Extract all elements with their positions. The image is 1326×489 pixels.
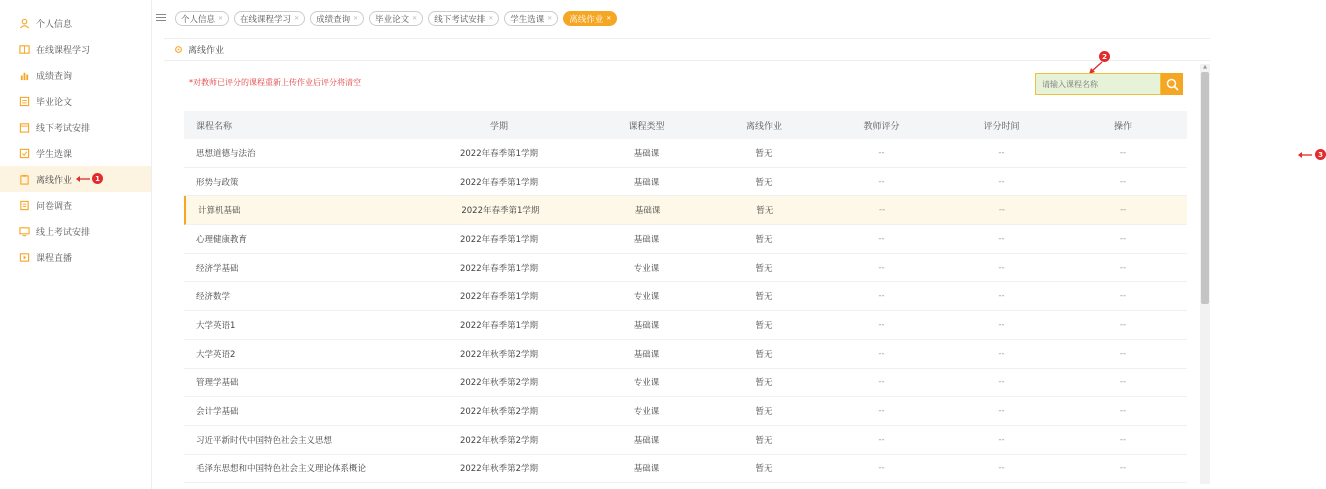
- offline-homework-cell: 暂无: [755, 263, 773, 274]
- column-header: 学期: [489, 121, 508, 132]
- table-row[interactable]: [184, 282, 1187, 311]
- action-cell[interactable]: --: [1120, 205, 1127, 216]
- score-time-cell: --: [998, 463, 1005, 474]
- course-name-cell: 习近平新时代中国特色社会主义思想: [196, 435, 333, 446]
- tab-label: 个人信息: [181, 14, 216, 25]
- course-name-cell: 管理学基础: [196, 378, 239, 389]
- table-row[interactable]: [184, 397, 1187, 426]
- arrow-left-icon: [1298, 151, 1312, 159]
- column-header: 评分时间: [983, 121, 1020, 132]
- action-cell[interactable]: --: [1119, 319, 1127, 330]
- course-name-cell: 经济学基础: [196, 263, 239, 274]
- table-row[interactable]: [184, 340, 1187, 369]
- user-icon: [18, 17, 30, 29]
- course-type-cell: 专业课: [633, 407, 660, 418]
- sidebar-item-label: 毕业论文: [36, 97, 73, 108]
- annotation-badge-2: 2: [1099, 51, 1110, 62]
- checklist-icon: [18, 147, 30, 159]
- table-row[interactable]: [184, 369, 1187, 398]
- book-icon: [18, 43, 30, 55]
- teacher-score-cell: --: [878, 176, 885, 187]
- annotation-badge-3: 3: [1315, 149, 1326, 160]
- clipboard-icon: [18, 173, 30, 185]
- offline-homework-cell: 暂无: [755, 464, 773, 475]
- tab-bar: [175, 11, 617, 26]
- scroll-up-icon[interactable]: ▲: [1203, 64, 1207, 70]
- course-type-cell: 基础课: [633, 464, 660, 475]
- tab-label: 毕业论文: [375, 14, 410, 25]
- table-header-row: [184, 111, 1187, 139]
- tab-label: 在线课程学习: [240, 14, 292, 25]
- score-time-cell: --: [998, 205, 1005, 216]
- sidebar-item-survey[interactable]: [0, 192, 151, 218]
- score-time-cell: --: [998, 176, 1005, 187]
- tab-label: 成绩查询: [316, 14, 351, 25]
- table-row[interactable]: [184, 254, 1187, 283]
- sidebar-item-label: 线上考试安排: [36, 227, 91, 238]
- score-time-cell: --: [998, 147, 1005, 158]
- teacher-score-cell: --: [878, 262, 885, 273]
- course-name-cell: 会计学基础: [196, 407, 239, 418]
- document-icon: [18, 95, 30, 107]
- score-time-cell: --: [998, 406, 1005, 417]
- course-name-cell: 思想道德与法治: [196, 148, 256, 159]
- course-name-cell: 计算机基础: [198, 206, 241, 217]
- teacher-score-cell: --: [878, 291, 885, 302]
- annotation-arrow-3: [1298, 149, 1326, 160]
- teacher-score-cell: --: [878, 406, 885, 417]
- teacher-score-cell: --: [878, 319, 885, 330]
- semester-cell: 2022年春季第1学期: [461, 206, 540, 217]
- table-row[interactable]: [184, 426, 1187, 455]
- table-row[interactable]: [184, 455, 1187, 484]
- action-cell[interactable]: --: [1119, 406, 1127, 417]
- column-header: 操作: [1113, 121, 1132, 132]
- teacher-score-cell: --: [878, 348, 885, 359]
- score-time-cell: --: [998, 262, 1005, 273]
- column-header: 离线作业: [745, 121, 782, 132]
- course-type-cell: 基础课: [633, 435, 660, 446]
- sidebar-item-label: 成绩查询: [36, 71, 73, 82]
- close-icon[interactable]: ✕: [606, 15, 612, 22]
- sidebar-item-online-exam[interactable]: [0, 218, 151, 244]
- close-icon[interactable]: ✕: [488, 15, 494, 22]
- semester-cell: 2022年秋季第2学期: [459, 435, 539, 446]
- course-type-cell: 基础课: [634, 206, 661, 217]
- sidebar-item-label: 学生选课: [36, 149, 73, 160]
- sidebar-item-label: 在线课程学习: [36, 45, 91, 56]
- table-row[interactable]: [184, 168, 1187, 197]
- table-row[interactable]: [184, 311, 1187, 340]
- semester-cell: 2022年春季第1学期: [459, 263, 539, 274]
- action-cell[interactable]: --: [1119, 348, 1127, 359]
- sidebar-item-grades[interactable]: [0, 62, 151, 88]
- score-time-cell: --: [998, 377, 1005, 388]
- course-type-cell: 专业课: [633, 263, 660, 274]
- score-time-cell: --: [998, 348, 1005, 359]
- tab-label: 线下考试安排: [434, 14, 486, 25]
- offline-homework-cell: 暂无: [755, 349, 773, 360]
- sidebar-item-thesis[interactable]: [0, 88, 151, 114]
- score-time-cell: --: [998, 291, 1005, 302]
- offline-homework-cell: 暂无: [755, 148, 773, 159]
- sidebar-item-course-selection[interactable]: [0, 140, 151, 166]
- semester-cell: 2022年春季第1学期: [459, 320, 539, 331]
- annotation-arrow-1: [76, 173, 103, 184]
- sidebar-item-label: 问卷调查: [36, 201, 73, 212]
- arrow-left-icon: [76, 175, 90, 183]
- tab-online-course[interactable]: [234, 11, 305, 26]
- teacher-score-cell: --: [878, 233, 885, 244]
- semester-cell: 2022年秋季第2学期: [459, 407, 539, 418]
- sidebar-item-label: 线下考试安排: [36, 123, 91, 134]
- close-icon[interactable]: ✕: [353, 15, 359, 22]
- offline-homework-cell: 暂无: [755, 407, 773, 418]
- offline-homework-cell: 暂无: [755, 177, 773, 188]
- sidebar-item-offline-homework[interactable]: [0, 166, 151, 192]
- teacher-score-cell: --: [878, 434, 885, 445]
- chart-icon: [18, 69, 30, 81]
- semester-cell: 2022年春季第1学期: [459, 148, 539, 159]
- search-input[interactable]: [1035, 73, 1161, 95]
- sidebar-item-label: 离线作业: [36, 175, 73, 186]
- menu-toggle-icon[interactable]: [156, 14, 166, 24]
- course-type-cell: 基础课: [633, 177, 660, 188]
- monitor-icon: [18, 225, 30, 237]
- close-icon[interactable]: ✕: [412, 15, 418, 22]
- course-name-cell: 毛泽东思想和中国特色社会主义理论体系概论: [196, 464, 367, 475]
- semester-cell: 2022年春季第1学期: [459, 177, 539, 188]
- notice-text: *对教师已评分的课程重新上传作业后评分将清空: [189, 78, 361, 87]
- score-time-cell: --: [998, 319, 1005, 330]
- sidebar-item-online-course[interactable]: [0, 36, 151, 62]
- tab-personal-info[interactable]: [175, 11, 229, 26]
- semester-cell: 2022年秋季第2学期: [459, 378, 539, 389]
- scrollbar[interactable]: [1200, 64, 1210, 484]
- action-cell[interactable]: --: [1119, 176, 1127, 187]
- teacher-score-cell: --: [878, 463, 885, 474]
- action-cell[interactable]: --: [1119, 434, 1127, 445]
- offline-homework-cell: 暂无: [755, 378, 773, 389]
- score-time-cell: --: [998, 233, 1005, 244]
- survey-icon: [18, 199, 30, 211]
- course-name-cell: 大学英语2: [196, 349, 236, 360]
- teacher-score-cell: --: [878, 147, 885, 158]
- tab-offline-homework[interactable]: [563, 11, 617, 26]
- table-row[interactable]: [184, 139, 1187, 168]
- teacher-score-cell: --: [879, 205, 886, 216]
- panel-header: [164, 39, 1210, 61]
- action-cell[interactable]: --: [1119, 262, 1127, 273]
- column-header: 教师评分: [863, 121, 900, 132]
- main-panel: [164, 38, 1323, 489]
- offline-homework-cell: 暂无: [755, 320, 773, 331]
- sidebar-item-label: 个人信息: [36, 19, 73, 30]
- close-icon[interactable]: ✕: [547, 15, 553, 22]
- annotation-badge-1: 1: [92, 173, 103, 184]
- gear-icon: [174, 45, 183, 54]
- semester-cell: 2022年秋季第2学期: [459, 349, 539, 360]
- search-button[interactable]: [1161, 73, 1183, 95]
- offline-homework-cell: 暂无: [755, 292, 773, 303]
- tab-offline-exam[interactable]: [428, 11, 499, 26]
- action-cell[interactable]: --: [1119, 463, 1127, 474]
- sidebar: [0, 0, 152, 489]
- sidebar-item-offline-exam[interactable]: [0, 114, 151, 140]
- tab-thesis[interactable]: [369, 11, 423, 26]
- close-icon[interactable]: ✕: [294, 15, 300, 22]
- tab-label: 离线作业: [569, 14, 604, 25]
- course-type-cell: 专业课: [633, 378, 660, 389]
- action-cell[interactable]: --: [1119, 233, 1127, 244]
- teacher-score-cell: --: [878, 377, 885, 388]
- sidebar-item-label: 课程直播: [36, 253, 73, 264]
- offline-homework-cell: 暂无: [756, 206, 774, 217]
- search-icon: [1166, 78, 1179, 91]
- offline-homework-cell: 暂无: [755, 234, 773, 245]
- column-header: 课程名称: [196, 121, 233, 132]
- semester-cell: 2022年秋季第2学期: [459, 464, 539, 475]
- live-icon: [18, 251, 30, 263]
- action-cell[interactable]: --: [1119, 291, 1127, 302]
- semester-cell: 2022年春季第1学期: [459, 292, 539, 303]
- table-body: [184, 139, 1187, 483]
- course-name-cell: 心理健康教育: [196, 234, 248, 245]
- score-time-cell: --: [998, 434, 1005, 445]
- table-row[interactable]: [184, 225, 1187, 254]
- course-type-cell: 基础课: [633, 349, 660, 360]
- column-header: 课程类型: [628, 121, 665, 132]
- tab-grades[interactable]: [310, 11, 364, 26]
- tab-label: 学生选课: [510, 14, 545, 25]
- tab-course-selection[interactable]: [504, 11, 558, 26]
- semester-cell: 2022年春季第1学期: [459, 234, 539, 245]
- course-name-cell: 经济数学: [196, 292, 231, 303]
- sidebar-item-personal-info[interactable]: [0, 10, 151, 36]
- search-box: [1035, 73, 1183, 95]
- course-type-cell: 基础课: [633, 320, 660, 331]
- page-title: 离线作业: [188, 46, 225, 56]
- course-type-cell: 基础课: [633, 234, 660, 245]
- calendar-icon: [18, 121, 30, 133]
- course-type-cell: 基础课: [633, 148, 660, 159]
- close-icon[interactable]: ✕: [218, 15, 224, 22]
- homework-table: [184, 111, 1187, 483]
- course-name-cell: 大学英语1: [196, 320, 236, 331]
- course-type-cell: 专业课: [633, 292, 660, 303]
- sidebar-item-live-course[interactable]: [0, 244, 151, 270]
- course-name-cell: 形势与政策: [196, 177, 239, 188]
- table-row[interactable]: [184, 196, 1187, 225]
- scrollbar-thumb[interactable]: [1201, 72, 1209, 304]
- action-cell[interactable]: --: [1119, 147, 1127, 158]
- offline-homework-cell: 暂无: [755, 435, 773, 446]
- action-cell[interactable]: --: [1119, 377, 1127, 388]
